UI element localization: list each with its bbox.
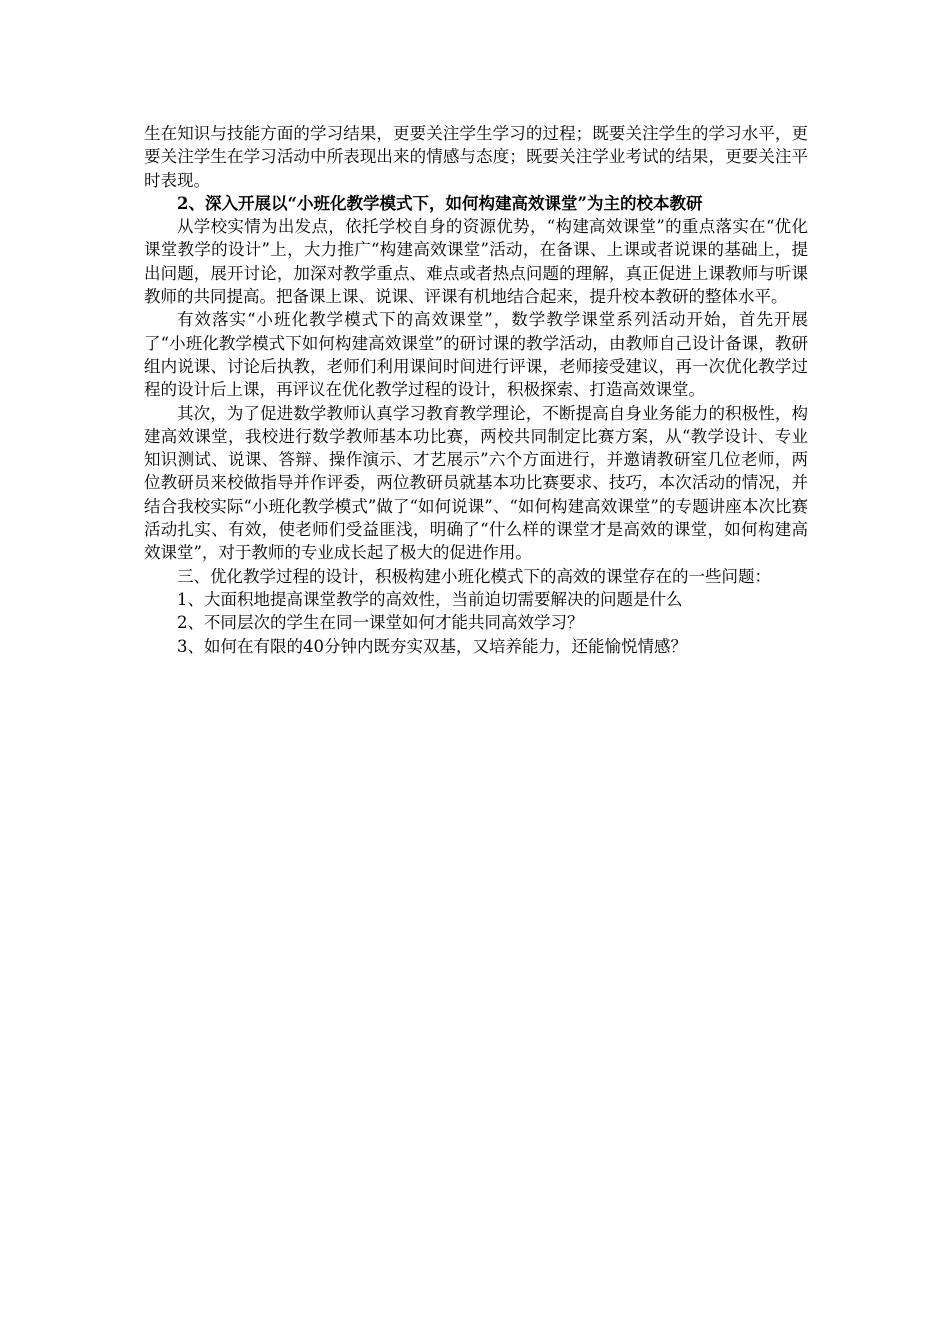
problem-item-3: 3、如何在有限的40分钟内既夯实双基，又培养能力，还能愉悦情感？ [177, 636, 687, 656]
section-heading-school-research: 2、深入开展以“小班化教学模式下，如何构建高效课堂”为主的校本教研 [177, 193, 703, 213]
section-heading-problems: 三、优化教学过程的设计，积极构建小班化模式下的高效的课堂存在的一些问题： [177, 566, 771, 586]
paragraph-continuation: 生在知识与技能方面的学习结果，更要关注学生学习的过程；既要关注学生的学习水平，更要关注学生在学习活动中所表现出来的情感与态度；既要关注学业考试的结果，更要关注平时表现。 [144, 124, 808, 190]
paragraph-school-situation: 从学校实情为出发点，依托学校自身的资源优势，“构建高效课堂”的重点落实在“优化课堂教学的设计”上，大力推广“构建高效课堂”活动，在备课、上课或者说课的基础上，提出问题，展开讨论，加深对教学重点、难点或者热点问题的理解，真正促进上课教师与听课教师的共同提高。把备课上课、说课、评课有机地结合起来，提升校本教研的整体水平。 [144, 217, 808, 307]
problem-item-2: 2、不同层次的学生在同一课堂如何才能共同高效学习？ [177, 613, 584, 633]
paragraph-teacher-competition: 其次，为了促进数学教师认真学习教育教学理论，不断提高自身业务能力的积极性，构建高效课堂，我校进行数学教师基本功比赛，两校共同制定比赛方案，从“教学设计、专业知识测试、说课、答辩、操作演示、才艺展示”六个方面进行，并邀请教研室几位老师，两位教研员来校做指导并作评委，两位教研员就基本功比赛要求、技巧，本次活动的情况，并结合我校实际“小班化教学模式”做了“如何说课”、“如何构建高效课堂”的专题讲座本次比赛活动扎实、有效，使老师们受益匪浅，明确了“什么样的课堂才是高效的课堂，如何构建高效课堂”，对于教师的专业成长起了极大的促进作用。 [144, 403, 808, 563]
problem-item-1: 1、大面积地提高课堂教学的高效性，当前迫切需要解决的问题是什么 [177, 589, 683, 609]
paragraph-implementation: 有效落实“小班化教学模式下的高效课堂”，数学教学课堂系列活动开始，首先开展了“小班化教学模式下如何构建高效课堂”的研讨课的教学活动，由教师自己设计备课，教研组内说课、讨论后执教，老师们利用课间时间进行评课，老师接受建议，再一次优化教学过程的设计后上课，再评议在优化教学过程的设计，积极探索、打造高效课堂。 [144, 310, 808, 400]
document-page [144, 122, 808, 658]
